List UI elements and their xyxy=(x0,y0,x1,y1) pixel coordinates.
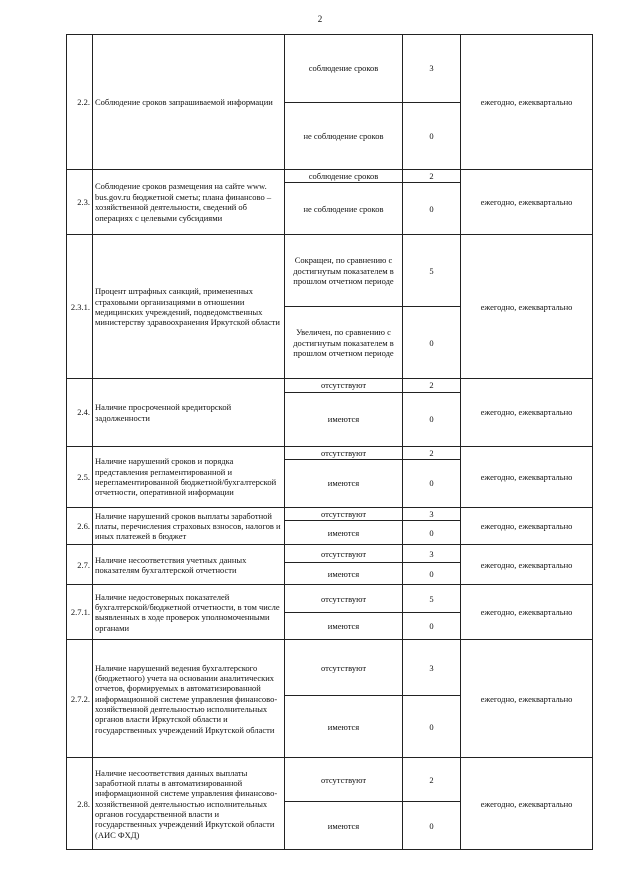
criterion-score: 5 xyxy=(403,235,461,307)
row-number: 2.7. xyxy=(67,545,93,585)
criterion-score: 0 xyxy=(403,802,461,850)
row-number: 2.6. xyxy=(67,508,93,545)
criterion-score: 0 xyxy=(403,521,461,545)
row-number: 2.7.2. xyxy=(67,640,93,758)
criterion-label: соблюдение сроков xyxy=(285,35,403,103)
criterion-label: отсутствуют xyxy=(285,508,403,521)
criterion-score: 3 xyxy=(403,35,461,103)
indicator-name: Наличие нарушений сроков и порядка представления регламентированной и нерегламентированной бюджетной/бухгалтерской отчетности, оперативной информации xyxy=(93,446,285,507)
table-row xyxy=(67,235,593,307)
criterion-score: 0 xyxy=(403,563,461,585)
indicator-name: Наличие несоответствия данных выплаты заработной платы в автоматизированной информационной системе управления финансово-хозяйственной деятельностью исполнительных органов государственной власти и государственных учреждений Иркутской области (АИС ФХД) xyxy=(93,758,285,850)
criterion-label: не соблюдение сроков xyxy=(285,103,403,170)
row-number: 2.2. xyxy=(67,35,93,170)
reporting-period: ежегодно, ежеквартально xyxy=(461,379,593,446)
criterion-label: отсутствуют xyxy=(285,640,403,696)
indicator-name: Наличие несоответствия учетных данных показателям бухгалтерской отчетности xyxy=(93,545,285,585)
indicator-name: Наличие недостоверных показателей бухгалтерской/бюджетной отчетности, в том числе выявленных в ходе проверок уполномоченными органами xyxy=(93,585,285,640)
criterion-label: имеются xyxy=(285,802,403,850)
criterion-score: 0 xyxy=(403,392,461,446)
indicator-name: Наличие нарушений сроков выплаты заработной платы, перечисления страховых взносов, налогов и иных платежей в бюджет xyxy=(93,508,285,545)
indicator-name: Наличие просроченной кредиторской задолженности xyxy=(93,379,285,446)
table-row xyxy=(67,758,593,802)
reporting-period: ежегодно, ежеквартально xyxy=(461,758,593,850)
criterion-score: 3 xyxy=(403,640,461,696)
criterion-score: 2 xyxy=(403,446,461,459)
table-row xyxy=(67,508,593,521)
table-row xyxy=(67,446,593,459)
indicator-name: Наличие нарушений ведения бухгалтерского (бюджетного) учета на основании аналитических отчетов, формируемых в автоматизированной информационной системе управления финансово-хозяйственной деятельностью исполнительных органов власти Иркутской области и государственных учреждений Иркутской области xyxy=(93,640,285,758)
reporting-period: ежегодно, ежеквартально xyxy=(461,446,593,507)
row-number: 2.4. xyxy=(67,379,93,446)
indicator-name: Соблюдение сроков запрашиваемой информации xyxy=(93,35,285,170)
criterion-label: имеются xyxy=(285,521,403,545)
criterion-label: отсутствуют xyxy=(285,545,403,563)
table-row xyxy=(67,640,593,696)
criterion-score: 0 xyxy=(403,696,461,758)
row-number: 2.3. xyxy=(67,170,93,235)
row-number: 2.7.1. xyxy=(67,585,93,640)
table-row xyxy=(67,585,593,613)
criterion-score: 5 xyxy=(403,585,461,613)
criterion-score: 3 xyxy=(403,545,461,563)
criterion-label: отсутствуют xyxy=(285,758,403,802)
criterion-label: соблюдение сроков xyxy=(285,170,403,183)
reporting-period: ежегодно, ежеквартально xyxy=(461,170,593,235)
criterion-label: Сокращен, по сравнению с достигнутым показателем в прошлом отчетном периоде xyxy=(285,235,403,307)
table-row xyxy=(67,35,593,103)
criterion-score: 3 xyxy=(403,508,461,521)
reporting-period: ежегодно, ежеквартально xyxy=(461,508,593,545)
criterion-score: 2 xyxy=(403,379,461,392)
reporting-period: ежегодно, ежеквартально xyxy=(461,640,593,758)
criterion-score: 2 xyxy=(403,170,461,183)
page-number: 2 xyxy=(317,14,323,24)
criterion-label: имеются xyxy=(285,696,403,758)
criterion-label: имеются xyxy=(285,613,403,640)
criterion-score: 0 xyxy=(403,460,461,508)
criterion-label: отсутствуют xyxy=(285,446,403,459)
criterion-score: 0 xyxy=(403,183,461,235)
criterion-label: Увеличен, по сравнению с достигнутым показателем в прошлом отчетном периоде xyxy=(285,307,403,379)
row-number: 2.3.1. xyxy=(67,235,93,379)
criterion-score: 0 xyxy=(403,307,461,379)
reporting-period: ежегодно, ежеквартально xyxy=(461,35,593,170)
criterion-score: 0 xyxy=(403,103,461,170)
reporting-period: ежегодно, ежеквартально xyxy=(461,235,593,379)
table-row xyxy=(67,379,593,392)
reporting-period: ежегодно, ежеквартально xyxy=(461,585,593,640)
criteria-table xyxy=(66,34,593,850)
criterion-label: отсутствуют xyxy=(285,379,403,392)
indicator-name: Соблюдение сроков размещения на сайте www. bus.gov.ru бюджетной сметы; плана финансово – хозяйственной деятельности, сведений об операциях с целевыми субсидиями xyxy=(93,170,285,235)
criterion-label: отсутствуют xyxy=(285,585,403,613)
criterion-score: 0 xyxy=(403,613,461,640)
row-number: 2.5. xyxy=(67,446,93,507)
table-row xyxy=(67,170,593,183)
indicator-name: Процент штрафных санкций, примененных страховыми организациями в отношении медицинских учреждений, подведомственных министерству здравоохранения Иркутской области xyxy=(93,235,285,379)
criterion-label: имеются xyxy=(285,392,403,446)
criterion-label: имеются xyxy=(285,460,403,508)
criterion-label: не соблюдение сроков xyxy=(285,183,403,235)
criterion-label: имеются xyxy=(285,563,403,585)
criterion-score: 2 xyxy=(403,758,461,802)
reporting-period: ежегодно, ежеквартально xyxy=(461,545,593,585)
row-number: 2.8. xyxy=(67,758,93,850)
table-row xyxy=(67,545,593,563)
